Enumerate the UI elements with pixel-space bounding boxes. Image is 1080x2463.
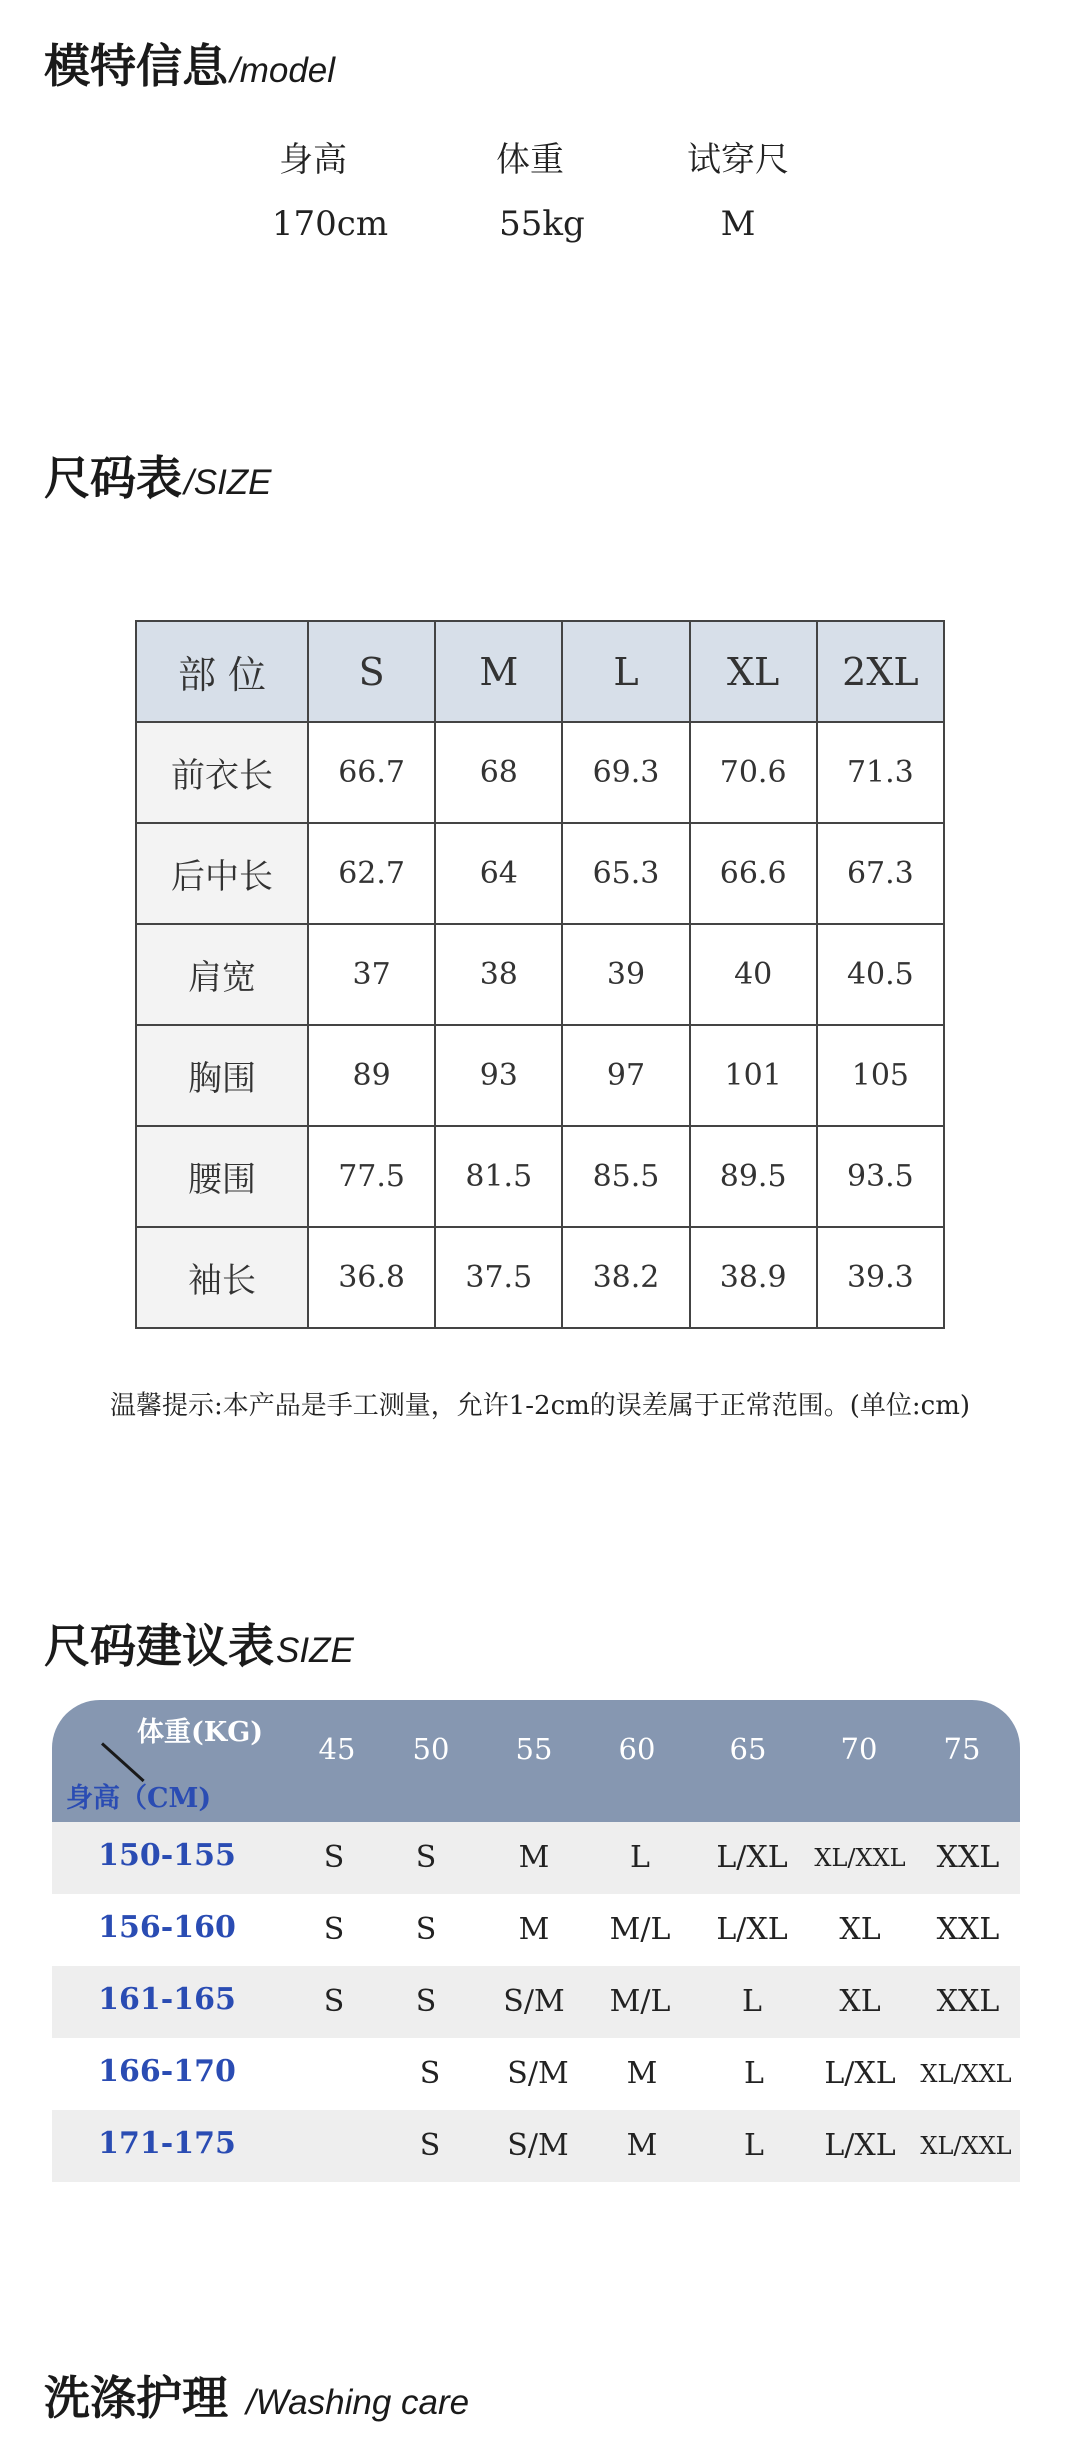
recommendation-title-en: SIZE (276, 1631, 354, 1670)
recommendation-header (52, 1700, 1020, 1822)
weight-col-header: 50 (412, 1732, 450, 1766)
size-cell: XL/XXL (920, 2132, 1012, 2160)
size-cell: S (323, 1840, 345, 1875)
table-cell: 38.9 (690, 1227, 817, 1328)
model-value-weight: 55kg (499, 204, 585, 244)
table-cell: 64 (435, 823, 562, 924)
size-cell: L (744, 2128, 764, 2163)
header-cell-s: S (308, 621, 435, 722)
model-label-size: 试穿尺 (687, 140, 789, 180)
size-cell: L/XL (824, 2128, 896, 2163)
size-table-header-row (136, 621, 944, 722)
size-cell: XXL (936, 1840, 1000, 1875)
table-cell: 71.3 (817, 722, 944, 823)
model-title-cn: 模特信息 (44, 39, 228, 93)
weight-col-header: 55 (515, 1732, 553, 1766)
row-label: 胸围 (136, 1025, 308, 1126)
table-cell: 66.6 (690, 823, 817, 924)
size-cell: M (626, 2128, 658, 2163)
table-cell: 40 (690, 924, 817, 1025)
size-cell: L (630, 1840, 650, 1875)
size-table (135, 620, 945, 1329)
weight-col-header: 65 (729, 1732, 767, 1766)
size-title-cn: 尺码表 (44, 451, 182, 505)
size-cell: S/M (503, 1984, 565, 2019)
row-label: 后中长 (136, 823, 308, 924)
recommendation-section-title (44, 1610, 354, 1676)
size-section-title (44, 442, 272, 508)
size-cell: S (415, 1912, 437, 1947)
row-label: 袖长 (136, 1227, 308, 1328)
table-cell: 38 (435, 924, 562, 1025)
size-cell: M (518, 1840, 550, 1875)
height-range: 171-175 (98, 2126, 236, 2161)
table-cell: 77.5 (308, 1126, 435, 1227)
height-range: 166-170 (98, 2054, 236, 2089)
washing-title-en: /Washing care (246, 2383, 470, 2422)
row-label: 肩宽 (136, 924, 308, 1025)
table-row (136, 1227, 944, 1328)
header-cell-xl: XL (690, 621, 817, 722)
size-cell: L/XL (824, 2056, 896, 2091)
size-cell: S (415, 1840, 437, 1875)
size-cell: S (419, 2056, 441, 2091)
model-label-height: 身高 (279, 140, 347, 180)
table-row (136, 823, 944, 924)
size-cell: M/L (609, 1912, 671, 1947)
size-cell: L/XL (716, 1840, 788, 1875)
height-range: 156-160 (98, 1910, 236, 1945)
table-cell: 89 (308, 1025, 435, 1126)
size-cell: L/XL (716, 1912, 788, 1947)
header-cell-2xl: 2XL (817, 621, 944, 722)
size-cell: S (323, 1984, 345, 2019)
table-cell: 93.5 (817, 1126, 944, 1227)
table-row (136, 924, 944, 1025)
recommendation-row (52, 1894, 1020, 1966)
header-cell-l: L (562, 621, 689, 722)
size-cell: L (744, 2056, 764, 2091)
table-cell: 37 (308, 924, 435, 1025)
weight-col-header: 45 (318, 1732, 356, 1766)
size-cell: L (742, 1984, 762, 2019)
table-row (136, 722, 944, 823)
weight-axis-label: 体重(KG) (137, 1717, 264, 1748)
row-label: 腰围 (136, 1126, 308, 1227)
size-cell: XXL (936, 1984, 1000, 2019)
size-title-en: /SIZE (184, 463, 272, 502)
table-cell: 70.6 (690, 722, 817, 823)
size-cell: S (419, 2128, 441, 2163)
table-cell: 105 (817, 1025, 944, 1126)
table-cell: 81.5 (435, 1126, 562, 1227)
table-cell: 67.3 (817, 823, 944, 924)
table-cell: 62.7 (308, 823, 435, 924)
size-cell: M (518, 1912, 550, 1947)
size-cell: XXL (936, 1912, 1000, 1947)
height-range: 161-165 (98, 1982, 236, 2017)
weight-col-header: 75 (943, 1732, 981, 1766)
model-section-title (44, 30, 335, 96)
table-cell: 39 (562, 924, 689, 1025)
size-cell: XL/XXL (920, 2060, 1012, 2088)
table-row (136, 1126, 944, 1227)
table-cell: 39.3 (817, 1227, 944, 1328)
header-cell-m: M (435, 621, 562, 722)
table-cell: 37.5 (435, 1227, 562, 1328)
size-cell: XL (839, 1912, 881, 1947)
size-cell: S/M (507, 2056, 569, 2091)
model-label-weight: 体重 (496, 140, 564, 180)
height-axis-label: 身高（CM) (66, 1783, 212, 1814)
size-cell: M/L (609, 1984, 671, 2019)
table-cell: 97 (562, 1025, 689, 1126)
table-cell: 65.3 (562, 823, 689, 924)
header-cell-part: 部 位 (136, 621, 308, 722)
recommendation-row (52, 2110, 1020, 2182)
recommendation-row (52, 2038, 1020, 2110)
table-cell: 89.5 (690, 1126, 817, 1227)
model-title-en: /model (230, 51, 336, 90)
table-cell: 85.5 (562, 1126, 689, 1227)
row-label: 前衣长 (136, 722, 308, 823)
size-recommendation-table (52, 1700, 1020, 2182)
table-cell: 68 (435, 722, 562, 823)
model-value-size: M (720, 204, 756, 244)
size-cell: S (323, 1912, 345, 1947)
size-cell: M (626, 2056, 658, 2091)
size-cell: S (415, 1984, 437, 2019)
table-cell: 40.5 (817, 924, 944, 1025)
table-cell: 36.8 (308, 1227, 435, 1328)
size-cell: S/M (507, 2128, 569, 2163)
size-cell: XL/XXL (814, 1844, 906, 1872)
recommendation-title-cn: 尺码建议表 (44, 1619, 274, 1673)
table-cell: 38.2 (562, 1227, 689, 1328)
size-cell: XL (839, 1984, 881, 2019)
recommendation-row (52, 1966, 1020, 2038)
measurement-note: 温馨提示:本产品是手工测量，允许1-2cm的误差属于正常范围。(单位:cm) (109, 1391, 971, 1421)
table-cell: 93 (435, 1025, 562, 1126)
weight-col-header: 60 (618, 1732, 656, 1766)
washing-section-title (44, 2362, 469, 2428)
table-cell: 101 (690, 1025, 817, 1126)
weight-col-header: 70 (840, 1732, 878, 1766)
recommendation-row (52, 1822, 1020, 1894)
table-cell: 69.3 (562, 722, 689, 823)
height-range: 150-155 (98, 1838, 236, 1873)
table-cell: 66.7 (308, 722, 435, 823)
washing-title-cn: 洗涤护理 (44, 2371, 228, 2425)
table-row (136, 1025, 944, 1126)
model-value-height: 170cm (271, 204, 389, 244)
